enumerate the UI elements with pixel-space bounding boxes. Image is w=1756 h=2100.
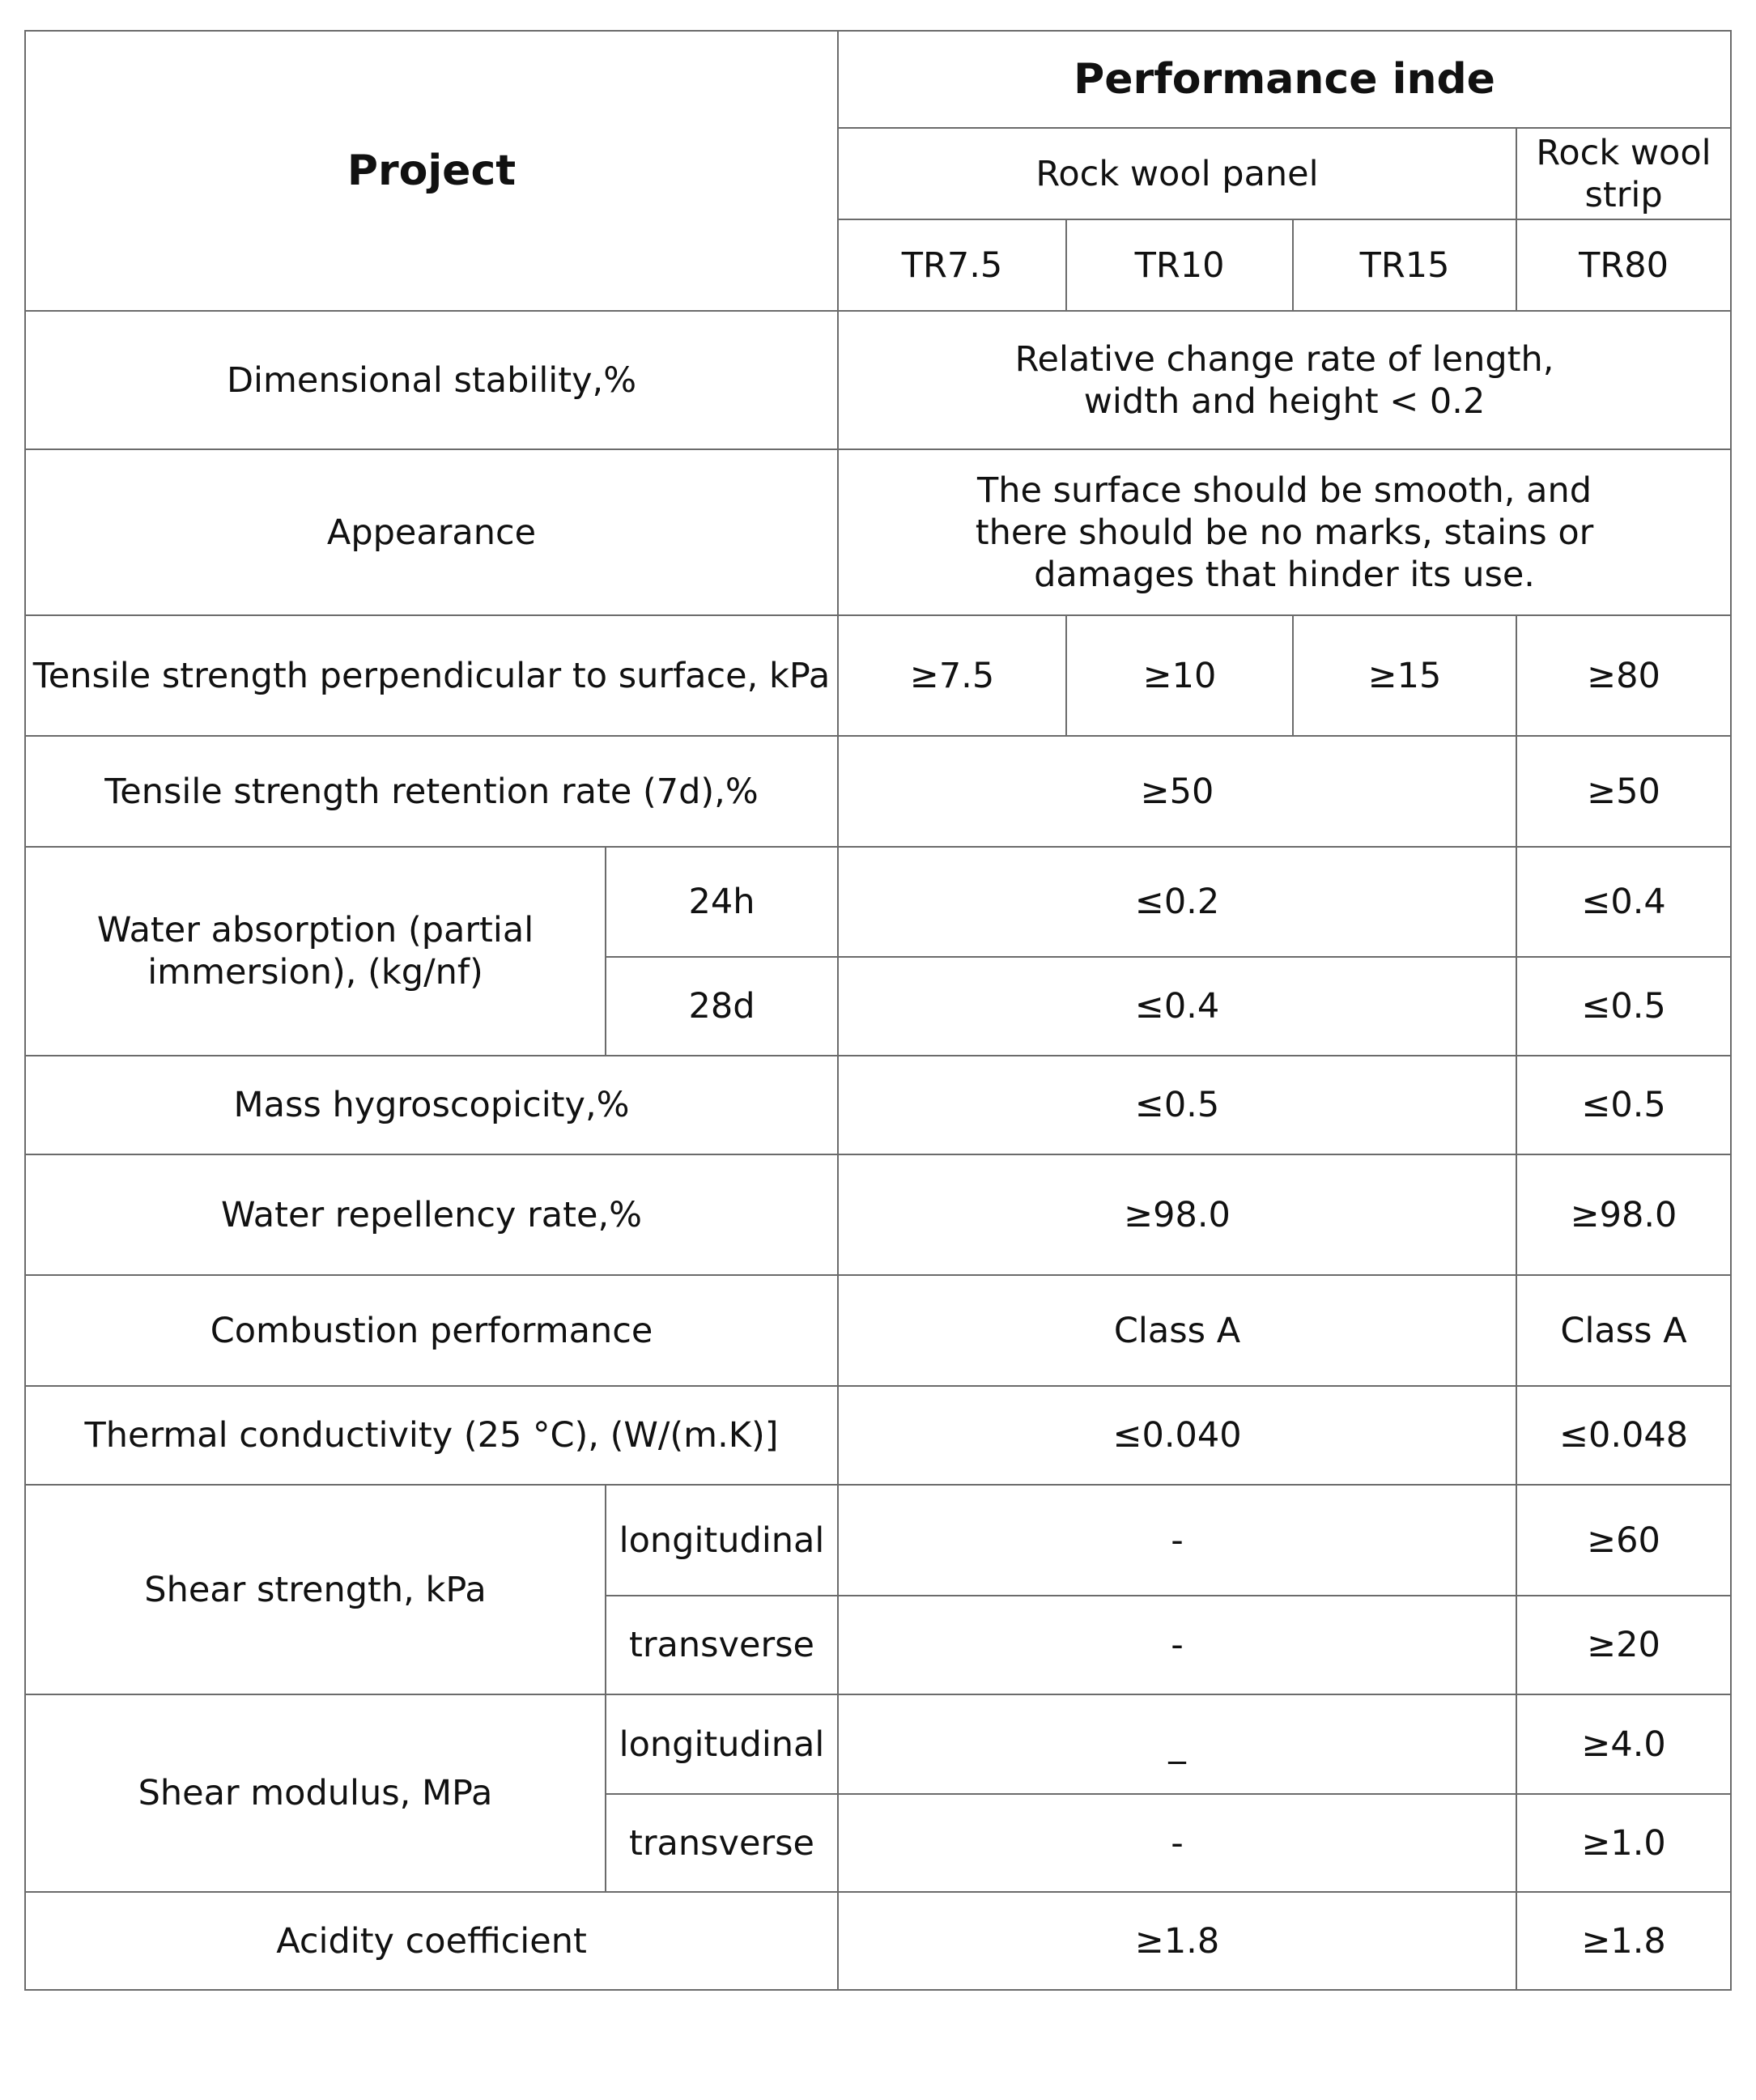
cell-value: ≥80	[1516, 615, 1731, 736]
panel-value: _	[838, 1694, 1516, 1794]
sub-label: 24h	[606, 847, 838, 957]
strip-value: ≥20	[1516, 1596, 1731, 1694]
panel-value: ≤0.4	[838, 957, 1516, 1056]
row-label: Dimensional stability,%	[25, 311, 838, 449]
table-row	[25, 1056, 1731, 1154]
sub-label: transverse	[606, 1794, 838, 1892]
strip-value: ≤0.5	[1516, 957, 1731, 1056]
grade-tr15: TR15	[1293, 219, 1516, 311]
strip-value: ≥4.0	[1516, 1694, 1731, 1794]
row-label: Combustion performance	[25, 1275, 838, 1386]
row-value: The surface should be smooth, and there should be no marks, stains or damages that hinder its use.	[838, 449, 1731, 615]
panel-value: -	[838, 1485, 1516, 1596]
table-row	[25, 1275, 1731, 1386]
strip-value: ≥50	[1516, 736, 1731, 847]
strip-value: ≤0.048	[1516, 1386, 1731, 1485]
rock-wool-panel-header: Rock wool panel	[838, 128, 1516, 219]
row-label: Acidity coefficient	[25, 1892, 838, 1990]
row-label: Water absorption (partial immersion), (kg/nf)	[25, 847, 606, 1056]
performance-table	[24, 30, 1732, 1991]
panel-value: -	[838, 1794, 1516, 1892]
panel-value: ≥50	[838, 736, 1516, 847]
row-label: Tensile strength perpendicular to surface, kPa	[25, 615, 838, 736]
sub-label: longitudinal	[606, 1485, 838, 1596]
table-row	[25, 449, 1731, 615]
table-row	[25, 1485, 1731, 1596]
performance-header: Performance inde	[838, 31, 1731, 128]
cell-value: ≥10	[1066, 615, 1293, 736]
row-value: Relative change rate of length, width and height < 0.2	[838, 311, 1731, 449]
strip-value: ≥98.0	[1516, 1154, 1731, 1275]
rock-wool-strip-header: Rock wool strip	[1516, 128, 1731, 219]
row-label: Tensile strength retention rate (7d),%	[25, 736, 838, 847]
strip-value: Class A	[1516, 1275, 1731, 1386]
row-label: Thermal conductivity (25 °C), (W/(m.K)]	[25, 1386, 838, 1485]
table-row	[25, 847, 1731, 957]
cell-value: ≥15	[1293, 615, 1516, 736]
table-row	[25, 615, 1731, 736]
panel-value: ≤0.040	[838, 1386, 1516, 1485]
table-row	[25, 1694, 1731, 1794]
row-label: Water repellency rate,%	[25, 1154, 838, 1275]
row-label: Appearance	[25, 449, 838, 615]
sub-label: 28d	[606, 957, 838, 1056]
project-header: Project	[25, 31, 838, 311]
sub-label: longitudinal	[606, 1694, 838, 1794]
strip-value: ≥60	[1516, 1485, 1731, 1596]
panel-value: -	[838, 1596, 1516, 1694]
strip-value: ≥1.0	[1516, 1794, 1731, 1892]
table-row	[25, 1892, 1731, 1990]
row-label: Shear modulus, MPa	[25, 1694, 606, 1892]
strip-value: ≤0.5	[1516, 1056, 1731, 1154]
panel-value: ≥1.8	[838, 1892, 1516, 1990]
strip-value: ≤0.4	[1516, 847, 1731, 957]
table-row	[25, 311, 1731, 449]
table-row	[25, 736, 1731, 847]
row-label: Shear strength, kPa	[25, 1485, 606, 1694]
strip-value: ≥1.8	[1516, 1892, 1731, 1990]
panel-value: Class A	[838, 1275, 1516, 1386]
sub-label: transverse	[606, 1596, 838, 1694]
grade-tr10: TR10	[1066, 219, 1293, 311]
table-row	[25, 1386, 1731, 1485]
header-row-1	[25, 31, 1731, 128]
panel-value: ≤0.2	[838, 847, 1516, 957]
panel-value: ≤0.5	[838, 1056, 1516, 1154]
grade-tr7-5: TR7.5	[838, 219, 1066, 311]
cell-value: ≥7.5	[838, 615, 1066, 736]
grade-tr80: TR80	[1516, 219, 1731, 311]
panel-value: ≥98.0	[838, 1154, 1516, 1275]
table-row	[25, 1154, 1731, 1275]
row-label: Mass hygroscopicity,%	[25, 1056, 838, 1154]
